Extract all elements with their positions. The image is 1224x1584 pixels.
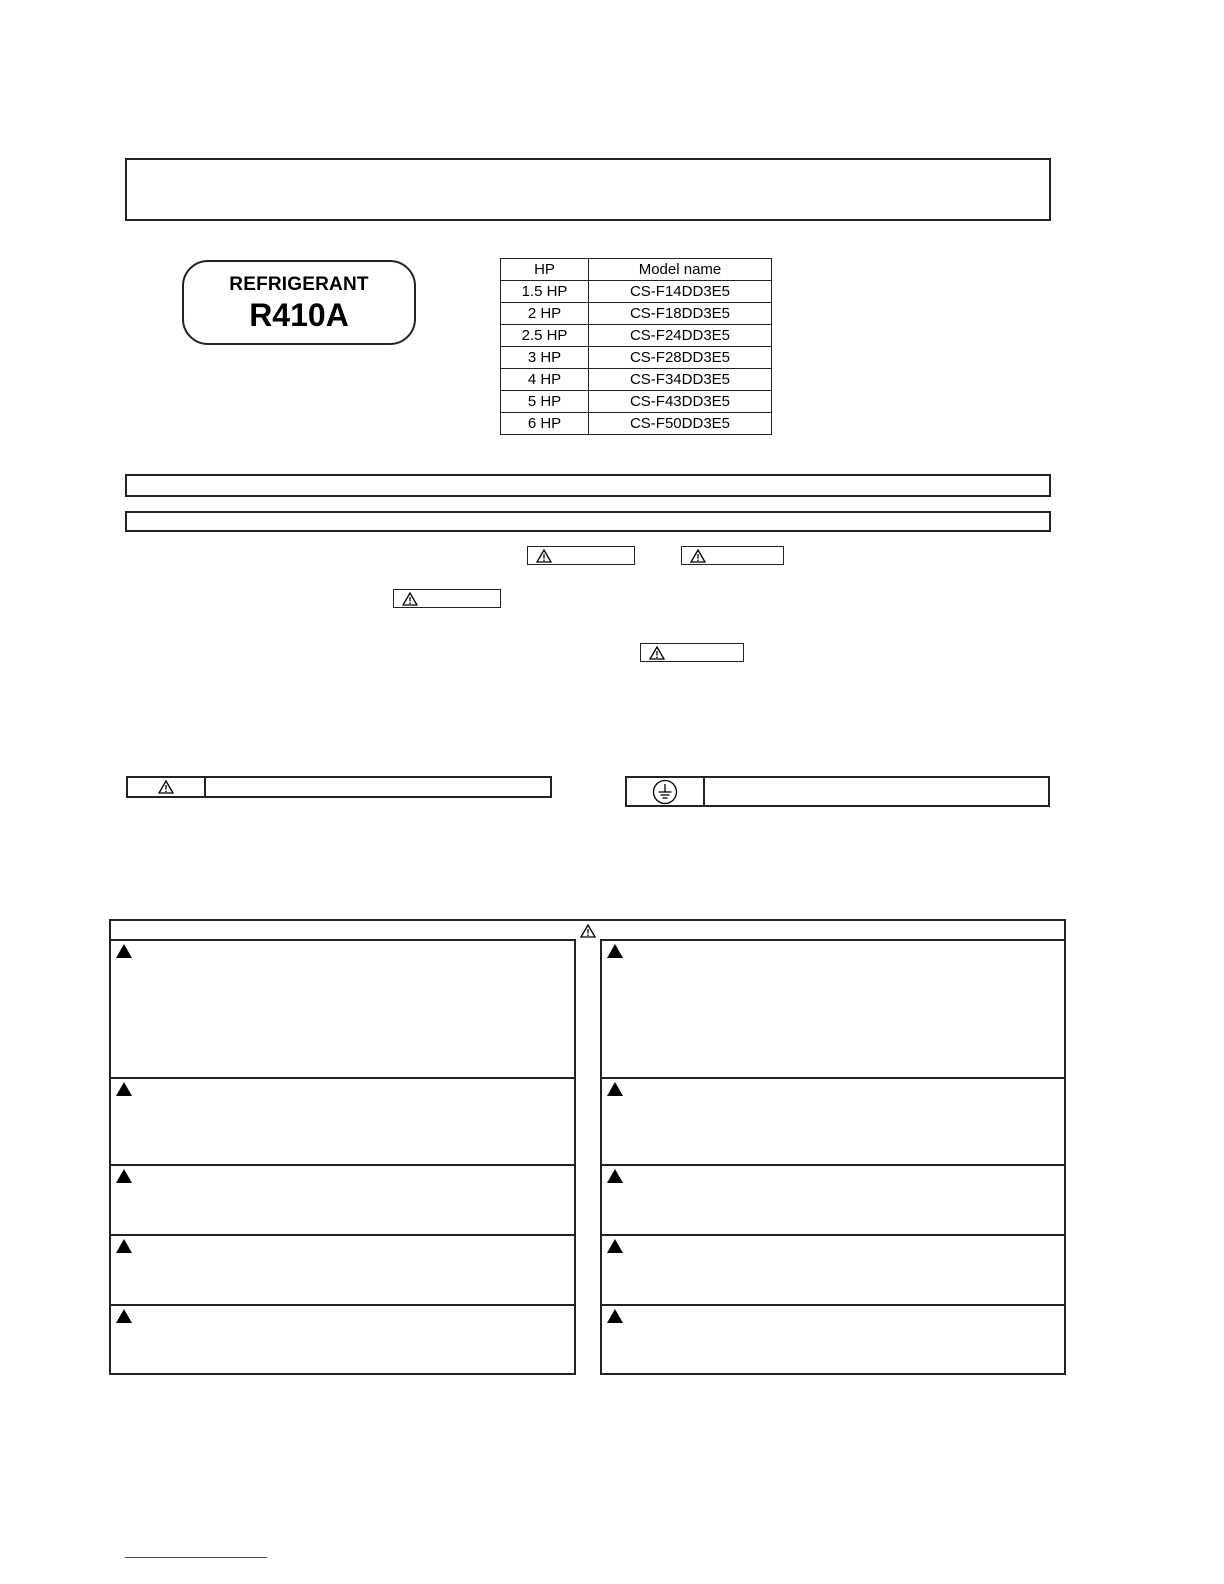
- refrigerant-badge: [182, 260, 416, 345]
- warning-bullet-icon: [116, 1169, 132, 1183]
- precaution-item: [602, 1236, 1064, 1306]
- warning-bullet-icon: [607, 944, 623, 958]
- warning-bullet-icon: [116, 944, 132, 958]
- hp-cell: 1.5 HP: [501, 281, 589, 303]
- precaution-item: [111, 941, 574, 1079]
- model-cell: CS-F24DD3E5: [589, 325, 772, 347]
- table-row: [501, 391, 772, 413]
- precaution-item: [111, 1306, 574, 1373]
- symbol-legend-earth: [625, 776, 1050, 807]
- hp-cell: 4 HP: [501, 369, 589, 391]
- hp-cell: 6 HP: [501, 413, 589, 435]
- precaution-item: [111, 1079, 574, 1166]
- precautions-left-column: [109, 939, 576, 1375]
- warning-bullet-icon: [607, 1309, 623, 1323]
- table-row: [501, 303, 772, 325]
- precaution-item: [111, 1236, 574, 1306]
- model-cell: CS-F50DD3E5: [589, 413, 772, 435]
- hp-cell: 2.5 HP: [501, 325, 589, 347]
- warning-triangle-icon: [580, 924, 596, 938]
- caution-label: [640, 643, 744, 662]
- table-row: [501, 347, 772, 369]
- precaution-item: [602, 1079, 1064, 1166]
- warning-triangle-icon: [536, 549, 552, 563]
- legend-description-cell: [206, 778, 550, 796]
- column-header-model: Model name: [589, 259, 772, 281]
- warning-triangle-icon: [158, 780, 174, 794]
- hp-cell: 2 HP: [501, 303, 589, 325]
- table-row: [501, 325, 772, 347]
- legend-symbol-cell: [128, 778, 206, 796]
- precaution-item: [111, 1166, 574, 1236]
- hp-cell: 3 HP: [501, 347, 589, 369]
- warning-triangle-icon: [690, 549, 706, 563]
- warning-bullet-icon: [607, 1239, 623, 1253]
- title-box: [125, 158, 1051, 221]
- refrigerant-type: R410A: [249, 297, 349, 333]
- warning-label: [527, 546, 635, 565]
- table-row: [501, 369, 772, 391]
- subsection-heading-box: [125, 511, 1051, 532]
- model-cell: CS-F28DD3E5: [589, 347, 772, 369]
- warning-triangle-icon: [649, 646, 665, 660]
- table-header-row: [501, 259, 772, 281]
- warning-triangle-icon: [402, 592, 418, 606]
- symbol-legend-warning: [126, 776, 552, 798]
- warning-bullet-icon: [116, 1309, 132, 1323]
- earth-ground-icon: [652, 779, 678, 805]
- warning-bullet-icon: [116, 1239, 132, 1253]
- table-row: [501, 413, 772, 435]
- caution-label: [681, 546, 784, 565]
- hp-cell: 5 HP: [501, 391, 589, 413]
- model-cell: CS-F14DD3E5: [589, 281, 772, 303]
- section-heading-box: [125, 474, 1051, 497]
- warning-bullet-icon: [607, 1082, 623, 1096]
- model-cell: CS-F43DD3E5: [589, 391, 772, 413]
- legend-symbol-cell: [627, 778, 705, 805]
- precaution-item: [602, 1306, 1064, 1373]
- warning-bullet-icon: [116, 1082, 132, 1096]
- precautions-right-column: [600, 939, 1066, 1375]
- footer-link-underline[interactable]: [125, 1557, 267, 1558]
- model-cell: CS-F18DD3E5: [589, 303, 772, 325]
- precaution-item: [602, 941, 1064, 1079]
- legend-description-cell: [705, 778, 1048, 805]
- precaution-item: [602, 1166, 1064, 1236]
- model-cell: CS-F34DD3E5: [589, 369, 772, 391]
- table-row: [501, 281, 772, 303]
- column-header-hp: HP: [501, 259, 589, 281]
- refrigerant-label: REFRIGERANT: [229, 274, 369, 295]
- precautions-header: [109, 919, 1066, 941]
- warning-bullet-icon: [607, 1169, 623, 1183]
- warning-label: [393, 589, 501, 608]
- model-table: [500, 258, 772, 435]
